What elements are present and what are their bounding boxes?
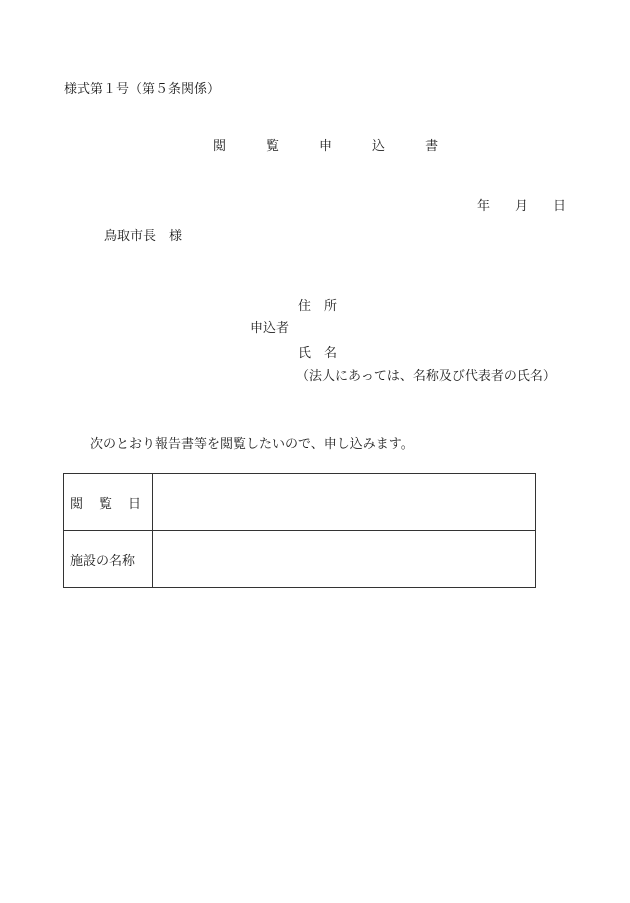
label-char: 日: [128, 496, 142, 512]
body-text: 次のとおり報告書等を閲覧したいので、申し込みます。: [90, 437, 414, 452]
date-day: 日: [553, 199, 567, 214]
title-char: 覧: [266, 139, 280, 154]
table-row-facility-name: [64, 531, 536, 588]
form-number: 様式第１号（第５条関係）: [64, 82, 221, 97]
addressee: 鳥取市長 様: [104, 229, 183, 244]
title-char: 書: [425, 139, 439, 154]
label-char: 覧: [99, 496, 113, 512]
date-month: 月: [515, 199, 529, 214]
viewing-date-label: [64, 474, 153, 531]
date-year: 年: [477, 199, 491, 214]
name-note: （法人にあっては、名称及び代表者の氏名）: [296, 369, 556, 384]
info-table: [63, 473, 536, 588]
table-row-viewing-date: [64, 474, 536, 531]
label-char: 閲: [70, 496, 84, 512]
title-char: 込: [372, 139, 386, 154]
applicant-label: 申込者: [250, 321, 290, 336]
title-char: 申: [319, 139, 333, 154]
title-char: 閲: [213, 139, 227, 154]
facility-name-label: 施設の名称: [64, 531, 153, 588]
name-label: 氏 名: [298, 346, 338, 361]
viewing-date-field[interactable]: [153, 474, 536, 531]
address-label: 住 所: [298, 299, 338, 314]
date-line: [477, 200, 566, 213]
document-title: [213, 140, 438, 153]
facility-name-field[interactable]: [153, 531, 536, 588]
